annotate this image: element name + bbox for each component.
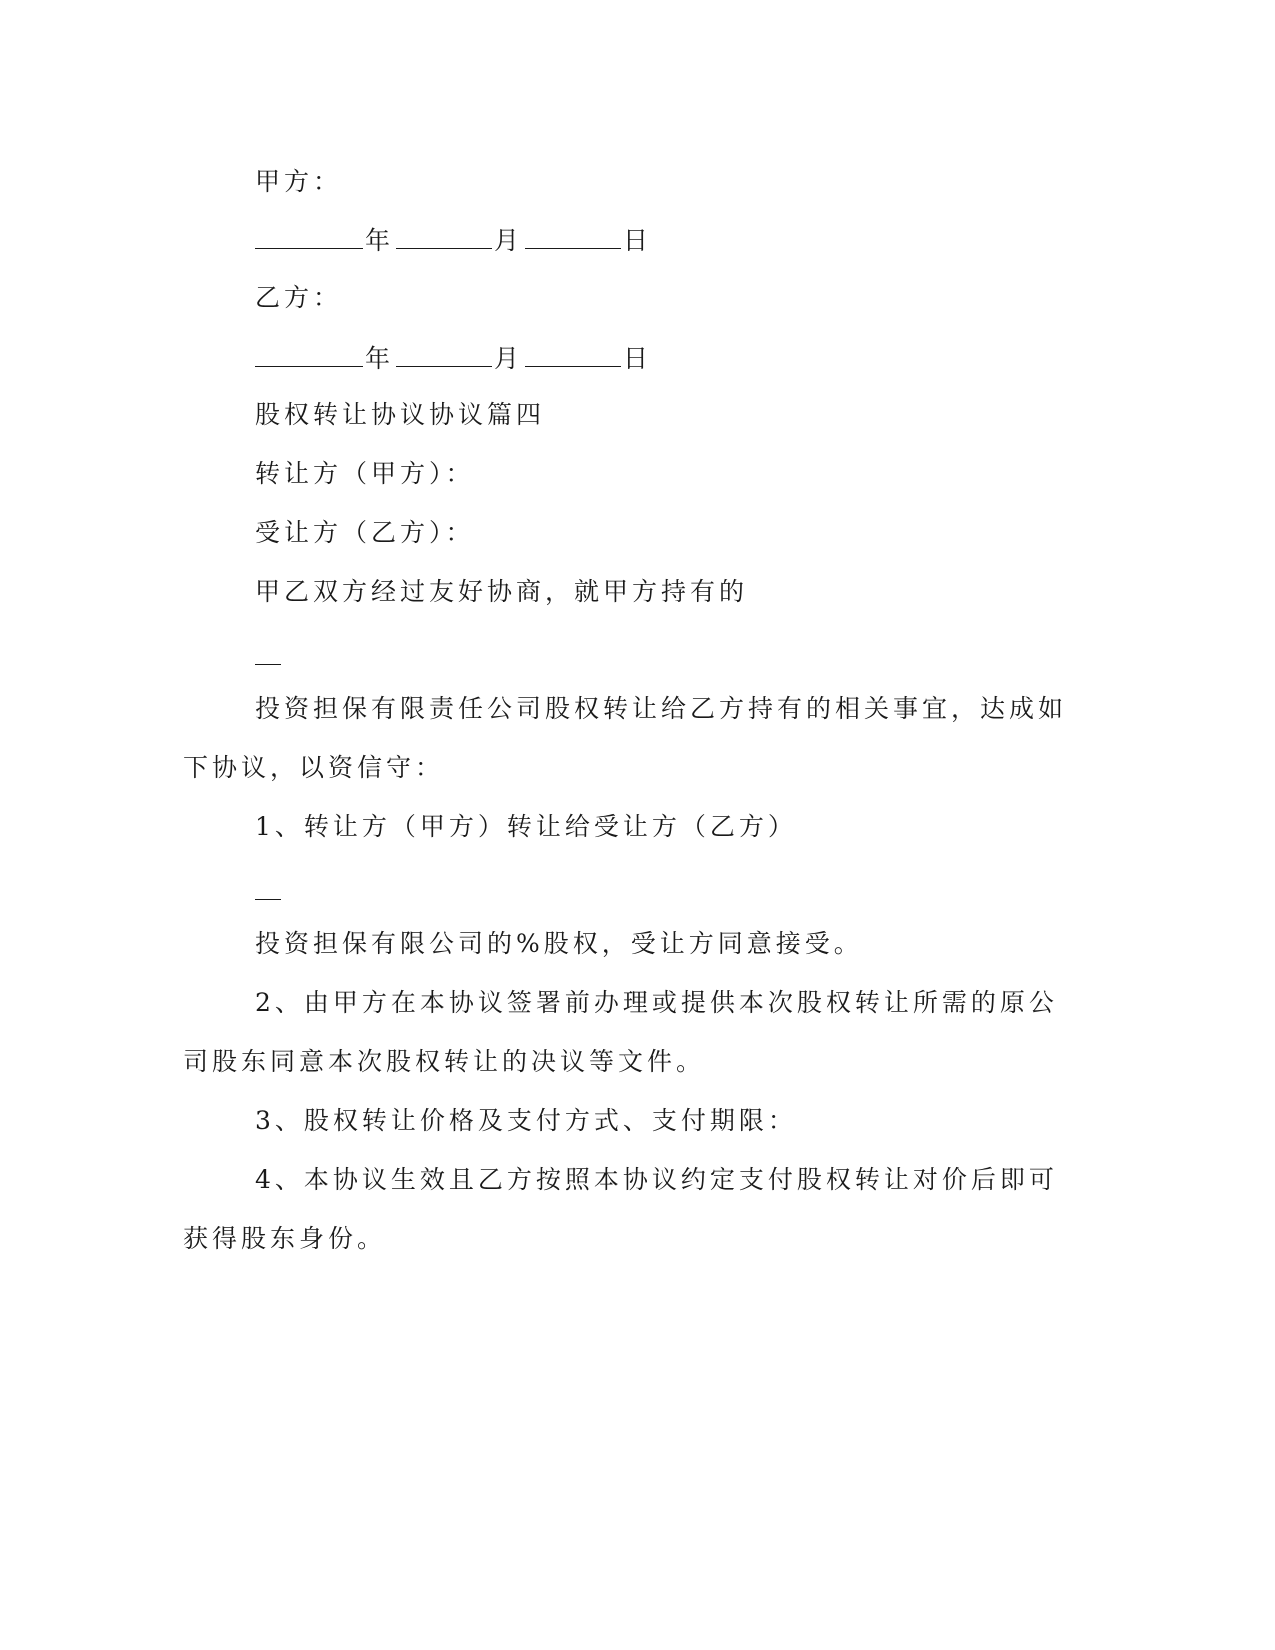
paragraph-1-line-2: 下协议，以资信守： [183, 753, 445, 782]
year-blank [255, 342, 363, 367]
month-unit: 月 [494, 226, 524, 255]
paragraph-1-line-1: 投资担保有限责任公司股权转让给乙方持有的相关事宜，达成如 [255, 694, 1068, 723]
day-blank [525, 342, 621, 367]
section-title: 股权转让协议协议篇四 [255, 400, 546, 429]
party-a-label: 甲方： [255, 167, 343, 196]
item-1-continued: 投资担保有限公司的%股权，受让方同意接受。 [255, 929, 863, 958]
item-3: 3、股权转让价格及支付方式、支付期限： [255, 1106, 797, 1135]
party-b-label: 乙方： [255, 283, 343, 312]
year-unit: 年 [365, 344, 395, 373]
item-2-line-2: 司股东同意本次股权转让的决议等文件。 [183, 1047, 706, 1076]
day-unit: 日 [623, 226, 653, 255]
transferor-label: 转让方（甲方）： [255, 459, 475, 488]
item-4-line-2: 获得股东身份。 [183, 1224, 387, 1253]
blank-dash [255, 899, 281, 900]
party-a-date-line [255, 224, 654, 256]
blank-dash [255, 664, 281, 665]
day-blank [525, 224, 621, 249]
month-blank [396, 342, 492, 367]
month-blank [396, 224, 492, 249]
year-unit: 年 [365, 226, 395, 255]
year-blank [255, 224, 363, 249]
item-2-line-1: 2、由甲方在本协议签署前办理或提供本次股权转让所需的原公 [255, 988, 1058, 1017]
month-unit: 月 [494, 344, 524, 373]
item-4-line-1: 4、本协议生效且乙方按照本协议约定支付股权转让对价后即可 [255, 1165, 1058, 1194]
day-unit: 日 [623, 344, 653, 373]
item-1: 1、转让方（甲方）转让给受让方（乙方） [255, 812, 797, 841]
intro-text: 甲乙双方经过友好协商，就甲方持有的 [255, 577, 749, 606]
party-b-date-line [255, 342, 654, 374]
transferee-label: 受让方（乙方）： [255, 518, 475, 547]
